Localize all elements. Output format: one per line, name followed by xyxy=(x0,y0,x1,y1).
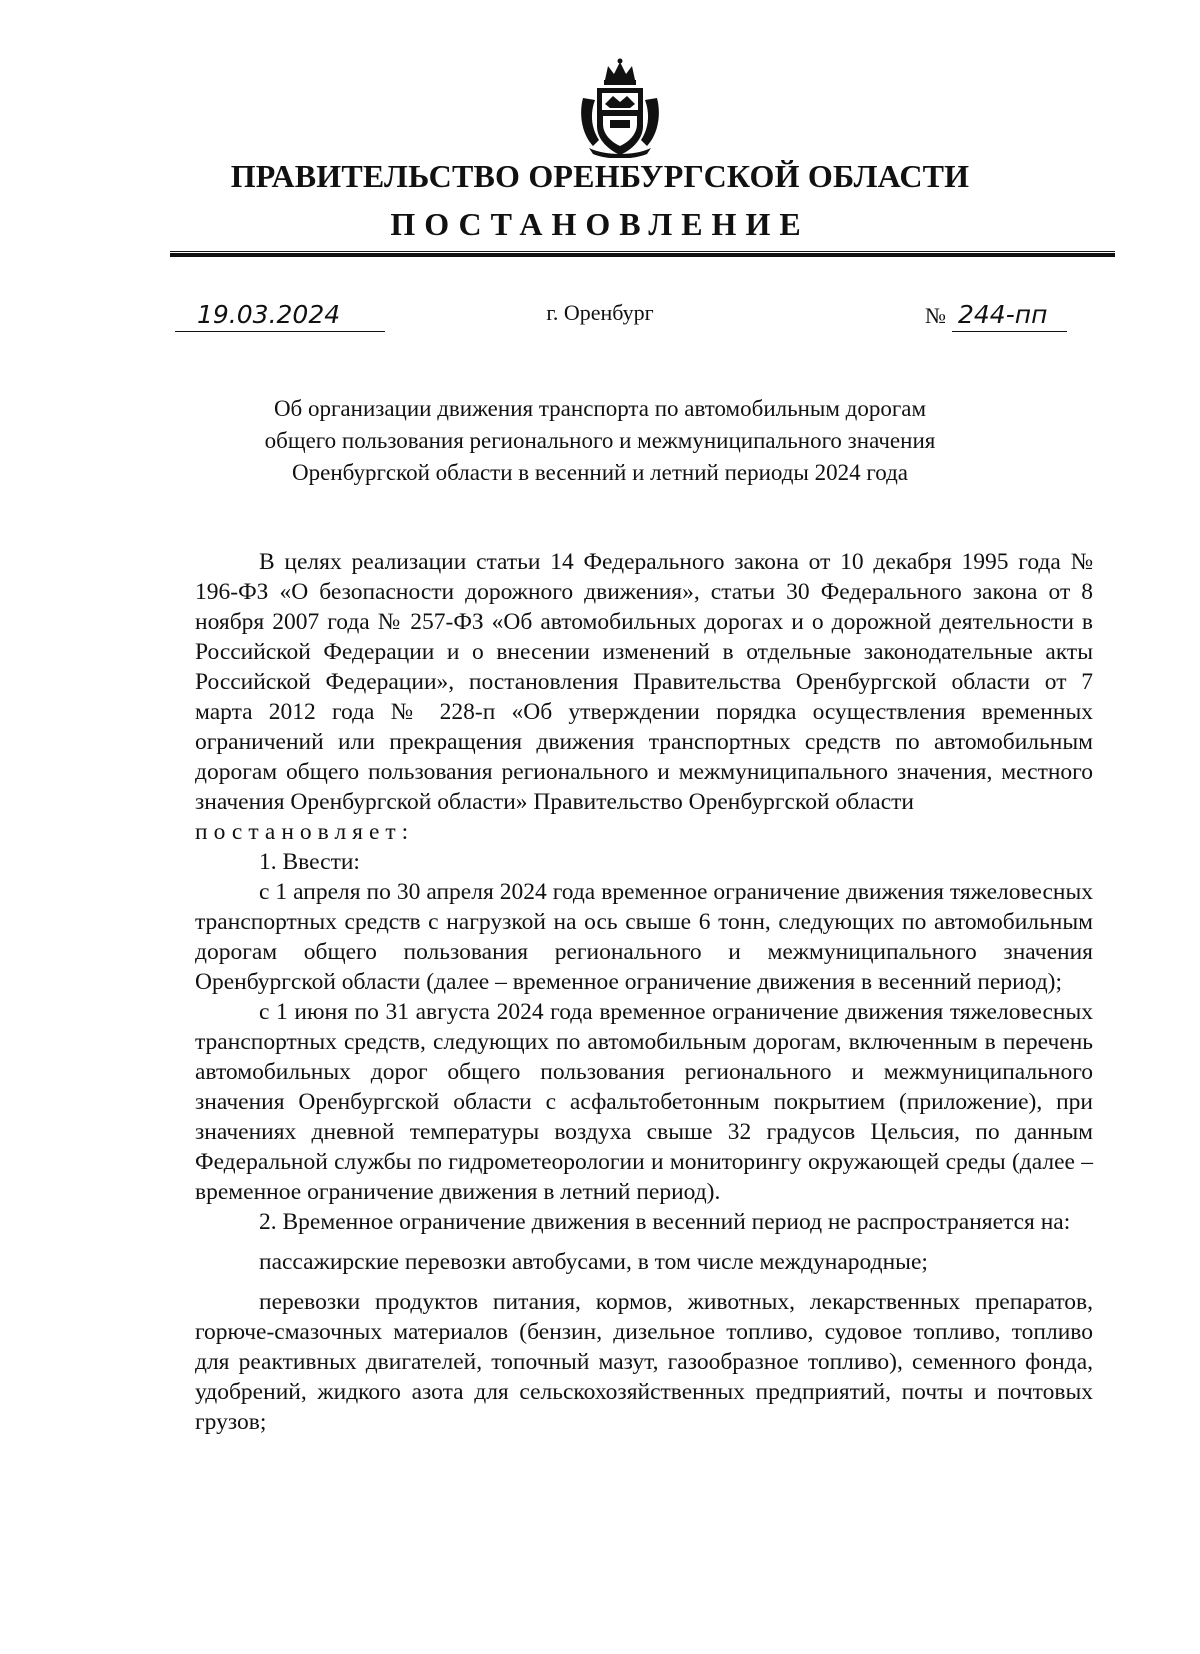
document-city: г. Оренбург xyxy=(546,300,654,325)
coat-of-arms-icon xyxy=(575,58,665,158)
number-value: 244-пп xyxy=(952,300,1067,332)
number-label: № xyxy=(925,303,946,328)
document-number xyxy=(925,300,1067,332)
header-rule-thick xyxy=(170,253,1115,257)
item-2-exemption-buses: пассажирские перевозки автобусами, в том числе международные; xyxy=(259,1249,928,1275)
preamble-paragraph: В целях реализации статьи 14 Федерального закона от 10 декабря 1995 года № 196-ФЗ «О безопасности дорожного движения», статьи 30 Федерального закона от 8 ноября 2007 года № 257-ФЗ «Об автомобильных дорогах и о дорожной деятельности в Российской Федерации и о внесении изменений в отдельные законодательные акты Российской Федерации», постановления Правительства Оренбургской области от 7 марта 2012 года № 228-п «Об утверждении порядка осуществления временных ограничений или прекращения движения транспортных средств по автомобильным дорогам общего пользования регионального и межмуниципального значения, местного значения Оренбургской области» Правительство Оренбургской области xyxy=(195,549,1093,815)
subject-line: Оренбургской области в весенний и летний периоды 2024 года xyxy=(292,460,908,485)
subject-line: общего пользования регионального и межмуниципального значения xyxy=(264,428,936,453)
item-2: 2. Временное ограничение движения в весенний период не распространяется на: xyxy=(259,1209,1071,1235)
document-date: 19.03.2024 xyxy=(175,300,385,332)
document-type-title: ПОСТАНОВЛЕНИЕ xyxy=(390,206,810,242)
item-1: 1. Ввести: xyxy=(259,849,360,875)
document-subject xyxy=(180,393,1020,489)
header-rule-thin xyxy=(170,251,1115,252)
government-title: ПРАВИТЕЛЬСТВО ОРЕНБУРГСКОЙ ОБЛАСТИ xyxy=(230,158,970,194)
document-body xyxy=(195,547,1093,1437)
resolves-word: постановляет: xyxy=(195,819,415,845)
item-2-exemption-goods: перевозки продуктов питания, кормов, животных, лекарственных препаратов, горюче-смазочных материалов (бензин, дизельное топливо, судовое топливо, топливо для реактивных двигателей, топочный мазут, газообразное топливо), семенного фонда, удобрений, жидкого азота для сельскохозяйственных предприятий, почты и почтовых грузов; xyxy=(195,1289,1093,1435)
item-1-spring-period: с 1 апреля по 30 апреля 2024 года временное ограничение движения тяжеловесных транспортных средств с нагрузкой на ось свыше 6 тонн, следующих по автомобильным дорогам общего пользования регионального и межмуниципального значения Оренбургской области (далее – временное ограничение движения в весенний период); xyxy=(195,879,1093,995)
subject-line: Об организации движения транспорта по автомобильным дорогам xyxy=(273,396,927,421)
item-1-summer-period: с 1 июня по 31 августа 2024 года временное ограничение движения тяжеловесных транспортных средств, следующих по автомобильным дорогам, включенным в перечень автомобильных дорог общего пользования регионального и межмуниципального значения Оренбургской области с асфальтобетонным покрытием (приложение), при значениях дневной температуры воздуха свыше 32 градусов Цельсия, по данным Федеральной службы по гидрометеорологии и мониторингу окружающей среды (далее – временное ограничение движения в летний период). xyxy=(195,999,1093,1205)
